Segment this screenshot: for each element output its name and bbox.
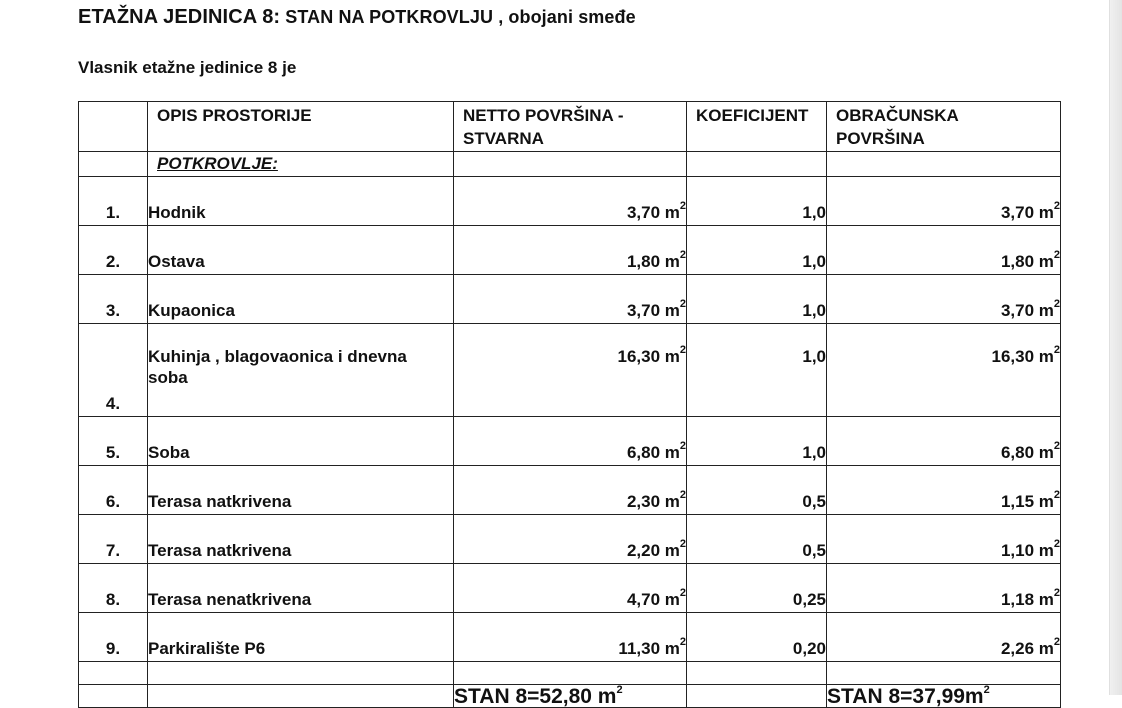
room-name: Parkiralište P6: [148, 613, 454, 662]
table-row: [79, 275, 1061, 324]
page-title: [78, 6, 636, 29]
coefficient: 1,0: [687, 324, 827, 417]
scrollbar-strip: [1109, 0, 1122, 695]
calc-area: 2,26 $m^2$: [827, 613, 1061, 662]
net-area: 2,30 $m^2$: [454, 466, 687, 515]
net-area: 2,20 $m^2$: [454, 515, 687, 564]
room-name: Kuhinja , blagovaonica i dnevna soba: [148, 324, 454, 417]
header-net-area: NETTO POVRŠINA - STVARNA: [454, 102, 687, 152]
calc-area: 1,80 $m^2$: [827, 226, 1061, 275]
net-area: 6,80 $m^2$: [454, 417, 687, 466]
header-description: OPIS PROSTORIJE: [148, 102, 454, 152]
coefficient: 0,5: [687, 515, 827, 564]
calc-area: 16,30 $m^2$: [827, 324, 1061, 417]
calc-area: 3,70 $m^2$: [827, 177, 1061, 226]
calc-area: 6,80 $m^2$: [827, 417, 1061, 466]
title-description: STAN NA POTKROVLJU , obojani smeđe: [280, 7, 636, 27]
room-name: Hodnik: [148, 177, 454, 226]
net-area: 3,70 $m^2$: [454, 275, 687, 324]
room-name: Ostava: [148, 226, 454, 275]
coefficient: 1,0: [687, 226, 827, 275]
coefficient: 1,0: [687, 177, 827, 226]
calc-area: 1,18 $m^2$: [827, 564, 1061, 613]
row-number: 8.: [79, 564, 148, 613]
totals-row: [79, 685, 1061, 708]
table-row: [79, 466, 1061, 515]
room-name: Soba: [148, 417, 454, 466]
owner-line: Vlasnik etažne jedinice 8 je: [78, 58, 297, 77]
header-number: [79, 102, 148, 152]
row-number: 2.: [79, 226, 148, 275]
header-calc-area: OBRAČUNSKA POVRŠINA: [827, 102, 1061, 152]
coefficient: 1,0: [687, 417, 827, 466]
table-row: [79, 177, 1061, 226]
coefficient: 0,20: [687, 613, 827, 662]
table-row: [79, 564, 1061, 613]
row-number: 5.: [79, 417, 148, 466]
net-area: 1,80 $m^2$: [454, 226, 687, 275]
room-name: Kupaonica: [148, 275, 454, 324]
area-table: [78, 101, 1061, 708]
row-number: 4.: [79, 324, 148, 417]
section-row: [79, 152, 1061, 177]
room-name: Terasa natkrivena: [148, 466, 454, 515]
net-area: 16,30 $m^2$: [454, 324, 687, 417]
calc-area: 1,15 $m^2$: [827, 466, 1061, 515]
table-row: [79, 324, 1061, 417]
row-number: 1.: [79, 177, 148, 226]
section-label: POTKROVLJE:: [157, 154, 278, 173]
row-number: 3.: [79, 275, 148, 324]
title-unit: ETAŽNA JEDINICA 8:: [78, 6, 281, 28]
row-number: 7.: [79, 515, 148, 564]
header-row: [79, 102, 1061, 152]
total-calc-area: STAN $8=37,99m^2$: [827, 685, 1061, 708]
table-row: [79, 515, 1061, 564]
room-name: Terasa natkrivena: [148, 515, 454, 564]
net-area: 3,70 $m^2$: [454, 177, 687, 226]
room-name: Terasa nenatkrivena: [148, 564, 454, 613]
calc-area: 1,10 $m^2$: [827, 515, 1061, 564]
table-row: [79, 417, 1061, 466]
table-row: [79, 613, 1061, 662]
table-row: [79, 226, 1061, 275]
coefficient: 0,25: [687, 564, 827, 613]
net-area: 4,70 $m^2$: [454, 564, 687, 613]
blank-row: [79, 662, 1061, 685]
row-number: 6.: [79, 466, 148, 515]
coefficient: 0,5: [687, 466, 827, 515]
calc-area: 3,70 $m^2$: [827, 275, 1061, 324]
coefficient: 1,0: [687, 275, 827, 324]
header-coefficient: KOEFICIJENT: [687, 102, 827, 152]
net-area: 11,30 $m^2$: [454, 613, 687, 662]
total-net-area: STAN 8=52,80 $m^2$: [454, 685, 687, 708]
row-number: 9.: [79, 613, 148, 662]
